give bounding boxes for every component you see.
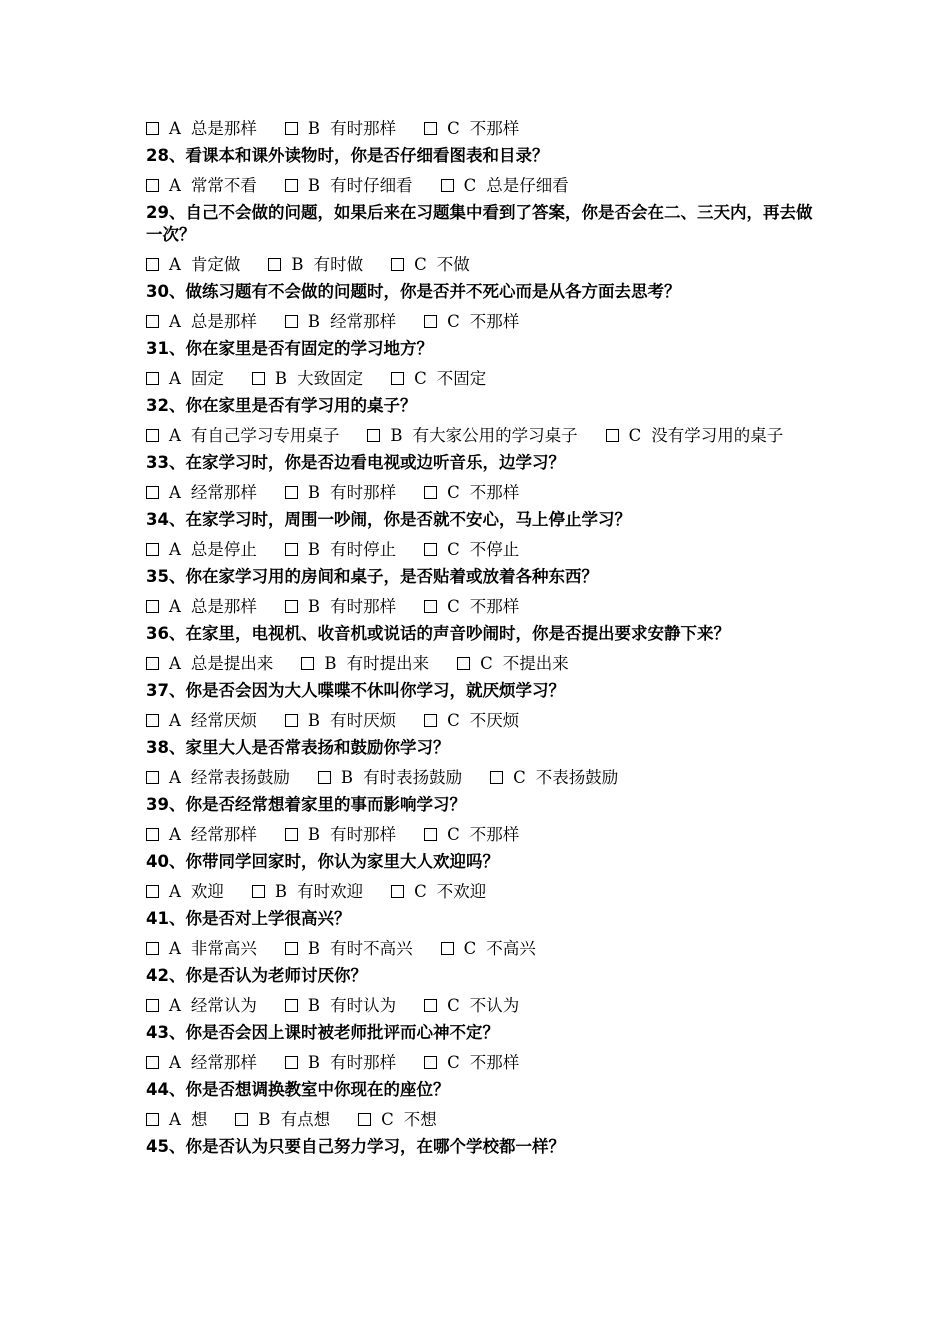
questionnaire-page: [146, 118, 816, 1158]
checkbox-icon[interactable]: [146, 657, 159, 670]
option-letter: B: [307, 996, 321, 1015]
checkbox-icon[interactable]: [146, 828, 159, 841]
checkbox-icon[interactable]: [285, 486, 298, 499]
option-text: 经常那样: [330, 312, 397, 331]
checkbox-icon[interactable]: [146, 999, 159, 1012]
option-b[interactable]: [285, 540, 396, 559]
checkbox-icon[interactable]: [367, 429, 380, 442]
option-b[interactable]: [285, 176, 413, 195]
question-text: 28、看课本和课外读物时，你是否仔细看图表和目录？: [146, 146, 549, 165]
option-a[interactable]: [146, 540, 257, 559]
option-text: 有时那样: [330, 483, 397, 502]
option-letter: A: [169, 882, 181, 901]
option-text: 有时认为: [330, 996, 397, 1015]
checkbox-icon[interactable]: [285, 600, 298, 613]
option-b[interactable]: [268, 255, 363, 274]
checkbox-icon[interactable]: [235, 1113, 248, 1126]
option-text: 经常那样: [190, 825, 257, 844]
checkbox-icon[interactable]: [285, 828, 298, 841]
option-letter: A: [169, 1053, 181, 1072]
option-row: [146, 539, 816, 560]
checkbox-icon[interactable]: [424, 543, 437, 556]
option-a[interactable]: [146, 882, 224, 901]
option-text: 非常高兴: [190, 939, 257, 958]
question-text: 44、你是否想调换教室中你现在的座位？: [146, 1080, 450, 1099]
option-c[interactable]: [457, 654, 569, 673]
option-letter: A: [169, 255, 181, 274]
checkbox-icon[interactable]: [146, 714, 159, 727]
option-a[interactable]: [146, 176, 257, 195]
checkbox-icon[interactable]: [146, 179, 159, 192]
option-a[interactable]: [146, 825, 257, 844]
checkbox-icon[interactable]: [441, 942, 454, 955]
option-b[interactable]: [318, 768, 462, 787]
option-text: 不欢迎: [436, 882, 487, 901]
option-letter: B: [307, 1053, 321, 1072]
option-text: 不那样: [469, 483, 520, 502]
checkbox-icon[interactable]: [285, 714, 298, 727]
option-letter: C: [447, 1053, 460, 1072]
checkbox-icon[interactable]: [285, 1056, 298, 1069]
option-letter: A: [169, 312, 181, 331]
option-row: [146, 995, 816, 1016]
option-text: 有时那样: [330, 597, 397, 616]
option-c[interactable]: [358, 1110, 437, 1129]
option-text: 不认为: [469, 996, 520, 1015]
option-text: 不做: [436, 255, 470, 274]
checkbox-icon[interactable]: [391, 372, 404, 385]
checkbox-icon[interactable]: [606, 429, 619, 442]
option-a[interactable]: [146, 1053, 257, 1072]
option-row: [146, 311, 816, 332]
option-text: 不厌烦: [469, 711, 520, 730]
option-c[interactable]: [424, 825, 519, 844]
option-a[interactable]: [146, 1110, 207, 1129]
option-b[interactable]: [285, 825, 396, 844]
option-row: [146, 175, 816, 196]
option-text: 不那样: [469, 312, 520, 331]
option-text: 经常那样: [190, 1053, 257, 1072]
option-letter: C: [414, 255, 427, 274]
checkbox-icon[interactable]: [146, 885, 159, 898]
option-row: [146, 938, 816, 959]
option-c[interactable]: [441, 176, 569, 195]
option-letter: C: [447, 119, 460, 138]
option-text: 不想: [403, 1110, 437, 1129]
option-c[interactable]: [606, 426, 784, 445]
option-letter: A: [169, 939, 181, 958]
option-b[interactable]: [285, 996, 396, 1015]
option-c[interactable]: [424, 711, 519, 730]
option-row: [146, 425, 816, 446]
option-text: 总是停止: [190, 540, 257, 559]
option-letter: B: [307, 483, 321, 502]
checkbox-icon[interactable]: [424, 1056, 437, 1069]
option-text: 有时欢迎: [297, 882, 364, 901]
option-letter: A: [169, 825, 181, 844]
option-a[interactable]: [146, 369, 224, 388]
option-c[interactable]: [424, 119, 519, 138]
option-text: 总是那样: [190, 312, 257, 331]
question-text: 36、在家里，电视机、收音机或说话的声音吵闹时，你是否提出要求安静下来？: [146, 624, 730, 643]
checkbox-icon[interactable]: [285, 122, 298, 135]
checkbox-icon[interactable]: [146, 543, 159, 556]
option-b[interactable]: [285, 711, 396, 730]
option-letter: C: [447, 711, 460, 730]
option-letter: A: [169, 426, 181, 445]
checkbox-icon[interactable]: [424, 600, 437, 613]
option-letter: C: [513, 768, 526, 787]
option-letter: B: [307, 711, 321, 730]
option-b[interactable]: [285, 312, 396, 331]
question-text: 45、你是否认为只要自己努力学习，在哪个学校都一样？: [146, 1137, 565, 1156]
option-a[interactable]: [146, 996, 257, 1015]
option-row: [146, 254, 816, 275]
checkbox-icon[interactable]: [252, 885, 265, 898]
option-text: 总是提出来: [190, 654, 274, 673]
checkbox-icon[interactable]: [441, 179, 454, 192]
option-letter: C: [447, 540, 460, 559]
question-text: 38、家里大人是否常表扬和鼓励你学习？: [146, 738, 450, 757]
option-letter: C: [414, 882, 427, 901]
option-b[interactable]: [252, 369, 363, 388]
option-c[interactable]: [441, 939, 536, 958]
option-row: [146, 368, 816, 389]
checkbox-icon[interactable]: [490, 771, 503, 784]
option-c[interactable]: [424, 540, 519, 559]
option-text: 有时停止: [330, 540, 397, 559]
option-a[interactable]: [146, 711, 257, 730]
option-text: 没有学习用的桌子: [651, 426, 784, 445]
checkbox-icon[interactable]: [358, 1113, 371, 1126]
question-text: 33、在家学习时，你是否边看电视或边听音乐，边学习？: [146, 453, 565, 472]
checkbox-icon[interactable]: [146, 122, 159, 135]
option-letter: C: [447, 597, 460, 616]
option-a[interactable]: [146, 939, 257, 958]
option-a[interactable]: [146, 483, 257, 502]
option-letter: B: [307, 176, 321, 195]
checkbox-icon[interactable]: [146, 1056, 159, 1069]
option-text: 想: [190, 1110, 208, 1129]
option-letter: B: [307, 119, 321, 138]
checkbox-icon[interactable]: [285, 315, 298, 328]
option-text: 不那样: [469, 825, 520, 844]
checkbox-icon[interactable]: [146, 258, 159, 271]
option-letter: C: [447, 483, 460, 502]
option-b[interactable]: [367, 426, 577, 445]
option-letter: A: [169, 711, 181, 730]
option-c[interactable]: [424, 1053, 519, 1072]
option-letter: A: [169, 483, 181, 502]
option-b[interactable]: [235, 1110, 330, 1129]
option-text: 不提出来: [502, 654, 569, 673]
checkbox-icon[interactable]: [424, 828, 437, 841]
option-text: 有时那样: [330, 1053, 397, 1072]
option-c[interactable]: [424, 483, 519, 502]
checkbox-icon[interactable]: [424, 122, 437, 135]
option-text: 有自己学习专用桌子: [190, 426, 340, 445]
option-row: [146, 767, 816, 788]
option-letter: C: [447, 825, 460, 844]
option-row: [146, 881, 816, 902]
option-letter: A: [169, 654, 181, 673]
option-letter: B: [390, 426, 403, 445]
option-text: 大致固定: [297, 369, 364, 388]
option-a[interactable]: [146, 768, 290, 787]
option-text: 有点想: [280, 1110, 331, 1129]
checkbox-icon[interactable]: [318, 771, 331, 784]
option-text: 有时表扬鼓励: [363, 768, 463, 787]
option-letter: A: [169, 369, 181, 388]
option-letter: B: [258, 1110, 271, 1129]
checkbox-icon[interactable]: [285, 942, 298, 955]
option-letter: B: [307, 312, 321, 331]
option-letter: A: [169, 1110, 181, 1129]
option-letter: A: [169, 119, 181, 138]
option-c[interactable]: [424, 312, 519, 331]
checkbox-icon[interactable]: [285, 179, 298, 192]
option-a[interactable]: [146, 426, 339, 445]
option-row: [146, 824, 816, 845]
option-c[interactable]: [490, 768, 618, 787]
option-c[interactable]: [424, 996, 519, 1015]
question-text: 37、你是否会因为大人喋喋不休叫你学习，就厌烦学习？: [146, 681, 565, 700]
option-letter: A: [169, 176, 181, 195]
question-text: 34、在家学习时，周围一吵闹，你是否就不安心，马上停止学习？: [146, 510, 631, 529]
question-text: 39、你是否经常想着家里的事而影响学习？: [146, 795, 466, 814]
option-letter: B: [274, 882, 288, 901]
checkbox-icon[interactable]: [424, 315, 437, 328]
checkbox-icon[interactable]: [301, 657, 314, 670]
option-text: 不那样: [469, 119, 520, 138]
option-b[interactable]: [285, 119, 396, 138]
option-b[interactable]: [285, 939, 413, 958]
question-text: 41、你是否对上学很高兴？: [146, 909, 351, 928]
option-letter: A: [169, 768, 181, 787]
checkbox-icon[interactable]: [146, 1113, 159, 1126]
option-text: 经常表扬鼓励: [190, 768, 290, 787]
option-a[interactable]: [146, 312, 257, 331]
option-text: 经常那样: [190, 483, 257, 502]
checkbox-icon[interactable]: [146, 372, 159, 385]
option-b[interactable]: [301, 654, 429, 673]
option-letter: C: [480, 654, 493, 673]
option-row: [146, 482, 816, 503]
question-text: 43、你是否会因上课时被老师批评而心神不定？: [146, 1023, 499, 1042]
option-text: 不停止: [469, 540, 520, 559]
option-text: 总是仔细看: [486, 176, 569, 195]
option-letter: C: [628, 426, 642, 445]
question-text: 31、你在家里是否有固定的学习地方？: [146, 339, 433, 358]
option-text: 固定: [190, 369, 224, 388]
option-row: [146, 653, 816, 674]
option-text: 经常认为: [190, 996, 257, 1015]
option-text: 有时那样: [330, 119, 397, 138]
option-a[interactable]: [146, 597, 257, 616]
option-text: 不那样: [469, 597, 520, 616]
checkbox-icon[interactable]: [424, 714, 437, 727]
option-text: 总是那样: [190, 597, 257, 616]
option-text: 有时不高兴: [330, 939, 413, 958]
option-c[interactable]: [391, 255, 470, 274]
option-letter: C: [447, 996, 460, 1015]
checkbox-icon[interactable]: [146, 429, 159, 442]
option-letter: C: [381, 1110, 394, 1129]
question-text: 29、自己不会做的问题，如果后来在习题集中看到了答案，你是否会在二、三天内，再去做一次？: [146, 203, 813, 244]
checkbox-icon[interactable]: [424, 486, 437, 499]
option-letter: A: [169, 996, 181, 1015]
option-text: 有时提出来: [346, 654, 430, 673]
option-text: 有时厌烦: [330, 711, 397, 730]
option-row: [146, 1052, 816, 1073]
option-text: 常常不看: [190, 176, 257, 195]
checkbox-icon[interactable]: [268, 258, 281, 271]
option-b[interactable]: [285, 1053, 396, 1072]
checkbox-icon[interactable]: [457, 657, 470, 670]
option-letter: B: [307, 825, 321, 844]
option-letter: B: [307, 540, 321, 559]
option-letter: B: [274, 369, 288, 388]
option-text: 不表扬鼓励: [535, 768, 619, 787]
option-text: 不固定: [436, 369, 487, 388]
option-text: 不那样: [469, 1053, 520, 1072]
option-text: 有时做: [313, 255, 364, 274]
option-letter: C: [447, 312, 460, 331]
option-text: 有大家公用的学习桌子: [412, 426, 578, 445]
option-letter: A: [169, 597, 181, 616]
question-text: 32、你在家里是否有学习用的桌子？: [146, 396, 417, 415]
option-letter: B: [307, 939, 321, 958]
question-text: 40、你带同学回家时，你认为家里大人欢迎吗？: [146, 852, 499, 871]
option-letter: C: [463, 939, 477, 958]
option-b[interactable]: [285, 597, 396, 616]
option-row: [146, 710, 816, 731]
option-text: 经常厌烦: [190, 711, 257, 730]
checkbox-icon[interactable]: [146, 315, 159, 328]
option-text: 欢迎: [190, 882, 224, 901]
checkbox-icon[interactable]: [424, 999, 437, 1012]
option-letter: B: [307, 597, 321, 616]
option-row: [146, 118, 816, 139]
option-b[interactable]: [252, 882, 363, 901]
question-text: 35、你在家学习用的房间和桌子，是否贴着或放着各种东西？: [146, 567, 598, 586]
option-c[interactable]: [391, 882, 486, 901]
option-letter: B: [324, 654, 337, 673]
option-c[interactable]: [391, 369, 486, 388]
question-text: 30、做练习题有不会做的问题时，你是否并不死心而是从各方面去思考？: [146, 282, 681, 301]
option-row: [146, 1109, 816, 1130]
option-letter: C: [414, 369, 427, 388]
option-text: 不高兴: [486, 939, 536, 958]
option-text: 有时那样: [330, 825, 397, 844]
option-a[interactable]: [146, 654, 273, 673]
option-text: 肯定做: [190, 255, 241, 274]
option-b[interactable]: [285, 483, 396, 502]
checkbox-icon[interactable]: [285, 999, 298, 1012]
checkbox-icon[interactable]: [285, 543, 298, 556]
option-letter: A: [169, 540, 181, 559]
checkbox-icon[interactable]: [252, 372, 265, 385]
checkbox-icon[interactable]: [146, 771, 159, 784]
option-letter: B: [291, 255, 304, 274]
checkbox-icon[interactable]: [391, 885, 404, 898]
checkbox-icon[interactable]: [146, 600, 159, 613]
option-row: [146, 596, 816, 617]
option-text: 总是那样: [190, 119, 257, 138]
option-letter: C: [463, 176, 477, 195]
option-a[interactable]: [146, 255, 240, 274]
option-letter: B: [340, 768, 354, 787]
option-c[interactable]: [424, 597, 519, 616]
checkbox-icon[interactable]: [146, 486, 159, 499]
option-a[interactable]: [146, 119, 257, 138]
question-text: 42、你是否认为老师讨厌你？: [146, 966, 367, 985]
checkbox-icon[interactable]: [146, 942, 159, 955]
checkbox-icon[interactable]: [391, 258, 404, 271]
option-text: 有时仔细看: [330, 176, 413, 195]
